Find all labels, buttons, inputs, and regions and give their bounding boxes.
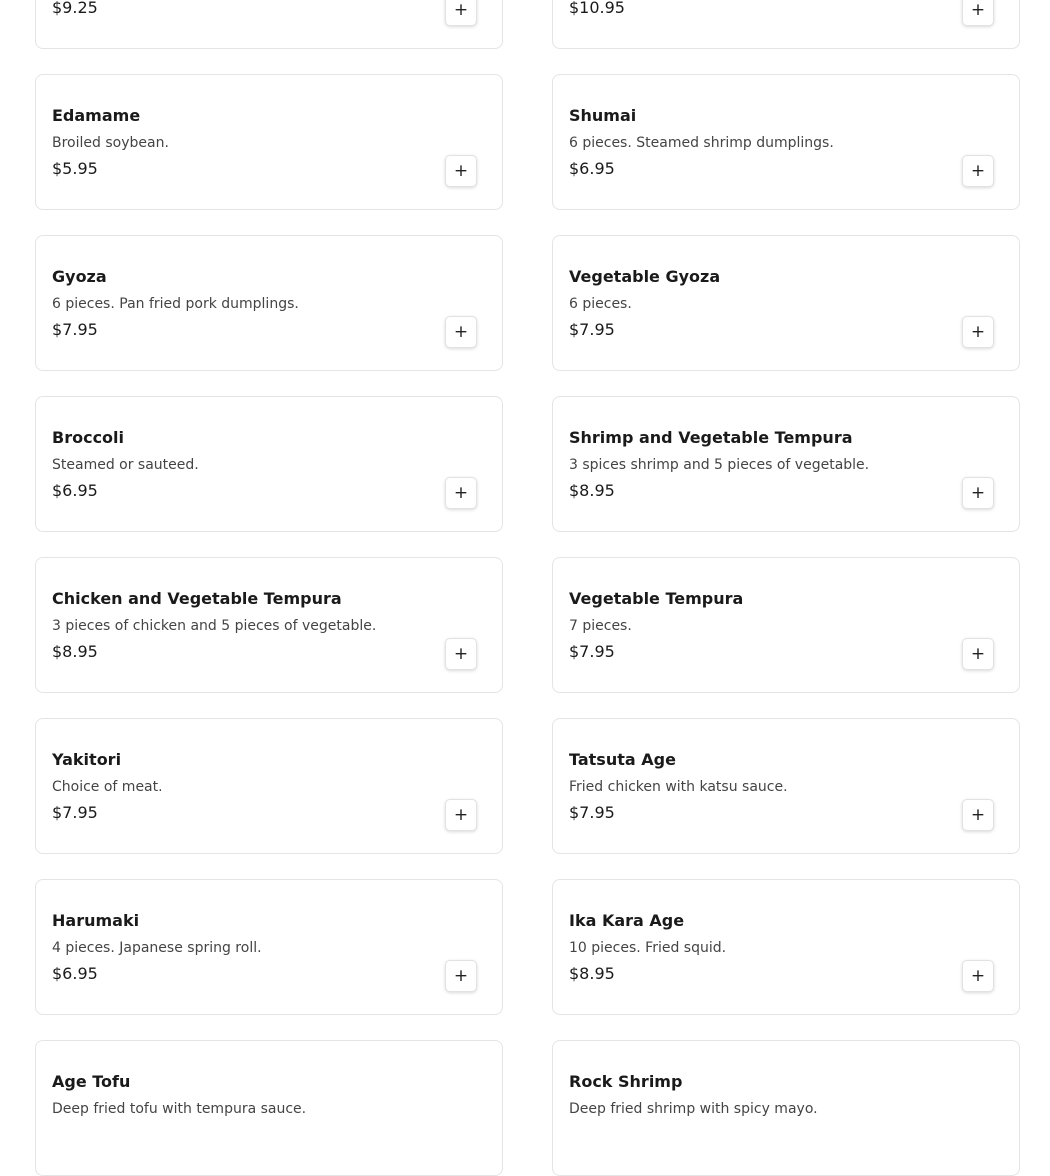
plus-icon: + [453, 805, 469, 825]
add-to-cart-button[interactable] [445, 960, 477, 992]
item-description: 4 pieces. Japanese spring roll. [52, 940, 262, 956]
menu-item-card [552, 0, 1020, 49]
item-description: Broiled soybean. [52, 135, 169, 151]
add-to-cart-button[interactable] [445, 799, 477, 831]
menu-item-card [35, 0, 503, 49]
plus-icon: + [453, 0, 469, 20]
item-description: 3 spices shrimp and 5 pieces of vegetable. [569, 457, 870, 473]
add-to-cart-button[interactable] [445, 316, 477, 348]
item-name: Broccoli [52, 428, 125, 447]
add-to-cart-button[interactable] [962, 155, 994, 187]
item-price: $6.95 [569, 159, 615, 178]
menu-item-card [552, 74, 1020, 210]
item-description: 3 pieces of chicken and 5 pieces of vegetable. [52, 618, 377, 634]
item-description: 6 pieces. [569, 296, 632, 312]
item-description: 10 pieces. Fried squid. [569, 940, 727, 956]
item-name: Tatsuta Age [569, 750, 676, 769]
item-price: $7.95 [569, 320, 615, 339]
item-price: $7.95 [52, 320, 98, 339]
item-description: 6 pieces. Steamed shrimp dumplings. [569, 135, 834, 151]
plus-icon: + [453, 483, 469, 503]
plus-icon: + [453, 161, 469, 181]
item-price: $10.95 [569, 0, 625, 17]
item-name: Edamame [52, 106, 141, 125]
plus-icon: + [970, 966, 986, 986]
menu-item-card [552, 879, 1020, 1015]
item-description: Choice of meat. [52, 779, 163, 795]
menu-item-card [35, 879, 503, 1015]
plus-icon: + [453, 322, 469, 342]
item-name: Age Tofu [52, 1072, 131, 1091]
item-price: $8.95 [569, 481, 615, 500]
add-to-cart-button[interactable] [445, 155, 477, 187]
item-name: Harumaki [52, 911, 140, 930]
add-to-cart-button[interactable] [962, 316, 994, 348]
menu-item-card [552, 1040, 1020, 1176]
menu-item-card [552, 396, 1020, 532]
menu-item-card [35, 718, 503, 854]
item-name: Chicken and Vegetable Tempura [52, 589, 342, 608]
item-price: $8.95 [569, 964, 615, 983]
item-name: Rock Shrimp [569, 1072, 683, 1091]
item-description: Deep fried shrimp with spicy mayo. [569, 1101, 818, 1117]
item-name: Vegetable Tempura [569, 589, 744, 608]
item-description: 7 pieces. [569, 618, 632, 634]
add-to-cart-button[interactable] [962, 638, 994, 670]
menu-item-card [35, 557, 503, 693]
menu-item-card [35, 1040, 503, 1176]
menu-item-card [552, 235, 1020, 371]
menu-item-card [552, 557, 1020, 693]
item-description: Deep fried tofu with tempura sauce. [52, 1101, 307, 1117]
add-to-cart-button[interactable] [445, 0, 477, 26]
item-name: Shrimp and Vegetable Tempura [569, 428, 853, 447]
item-price: $9.25 [52, 0, 98, 17]
plus-icon: + [970, 322, 986, 342]
add-to-cart-button[interactable] [962, 0, 994, 26]
item-description: Fried chicken with katsu sauce. [569, 779, 788, 795]
item-name: Ika Kara Age [569, 911, 685, 930]
item-name: Vegetable Gyoza [569, 267, 721, 286]
menu-item-card [35, 396, 503, 532]
add-to-cart-button[interactable] [445, 638, 477, 670]
item-price: $7.95 [52, 803, 98, 822]
plus-icon: + [970, 0, 986, 20]
menu-item-card [35, 235, 503, 371]
item-price: $5.95 [52, 159, 98, 178]
item-price: $6.95 [52, 481, 98, 500]
plus-icon: + [970, 805, 986, 825]
add-to-cart-button[interactable] [445, 477, 477, 509]
plus-icon: + [970, 644, 986, 664]
plus-icon: + [453, 966, 469, 986]
item-name: Gyoza [52, 267, 107, 286]
item-price: $7.95 [569, 803, 615, 822]
item-description: Steamed or sauteed. [52, 457, 199, 473]
item-name: Shumai [569, 106, 637, 125]
item-price: $6.95 [52, 964, 98, 983]
plus-icon: + [970, 161, 986, 181]
menu-item-card [35, 74, 503, 210]
add-to-cart-button[interactable] [962, 477, 994, 509]
plus-icon: + [453, 644, 469, 664]
plus-icon: + [970, 483, 986, 503]
add-to-cart-button[interactable] [962, 799, 994, 831]
add-to-cart-button[interactable] [962, 960, 994, 992]
item-description: 6 pieces. Pan fried pork dumplings. [52, 296, 299, 312]
menu-item-card [552, 718, 1020, 854]
item-price: $7.95 [569, 642, 615, 661]
item-name: Yakitori [52, 750, 122, 769]
item-price: $8.95 [52, 642, 98, 661]
